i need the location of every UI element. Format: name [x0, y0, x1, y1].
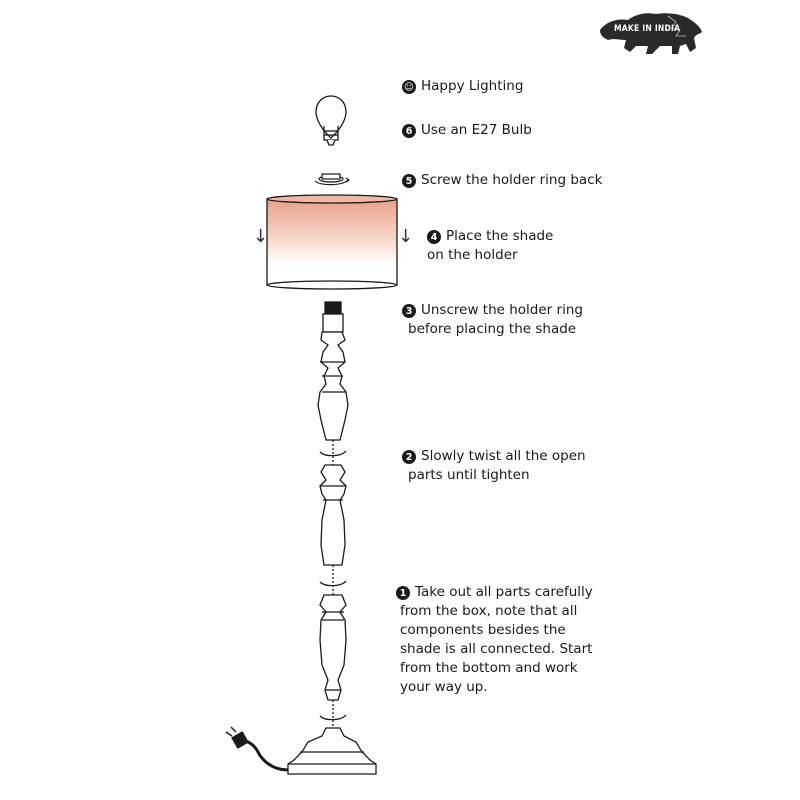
holder-ring-icon [315, 174, 349, 185]
step-6 [402, 121, 532, 140]
step-happy-lighting [402, 77, 523, 96]
step-number-badge: 1 [396, 586, 410, 600]
down-arrow-left: ↓ [253, 226, 269, 247]
step-text: from the bottom and work [400, 660, 578, 676]
step-text: shade is all connected. Start [400, 641, 593, 657]
step-text: on the holder [427, 247, 518, 263]
step-2 [402, 447, 586, 485]
step-number-badge: 4 [427, 230, 441, 244]
step-number-badge: 3 [402, 304, 416, 318]
step-text: components besides the [400, 622, 566, 638]
step-text: Screw the holder ring back [421, 172, 603, 188]
step-3 [402, 301, 583, 339]
step-text: before placing the shade [408, 321, 577, 337]
step-1 [396, 583, 593, 697]
step-5 [402, 171, 602, 190]
step-text: parts until tighten [408, 467, 530, 483]
step-number-badge: 2 [402, 450, 416, 464]
lamp-shade [267, 195, 397, 289]
step-text: your way up. [400, 679, 488, 695]
step-text: from the box, note that all [400, 603, 578, 619]
step-text: Unscrew the holder ring [421, 302, 583, 318]
step-number-badge: 6 [402, 124, 416, 138]
bulb-icon [316, 96, 346, 145]
step-text: Take out all parts carefully [415, 584, 593, 600]
step-number-badge: 5 [402, 174, 416, 188]
smiley-icon: ☺ [402, 80, 416, 94]
down-arrow-right: ↓ [398, 226, 414, 247]
lamp-stand [288, 302, 376, 774]
step-4 [427, 227, 553, 265]
power-cord [226, 727, 288, 770]
step-text: Happy Lighting [421, 78, 524, 94]
step-text: Slowly twist all the open [421, 448, 586, 464]
step-text: Use an E27 Bulb [421, 122, 532, 138]
step-text: Place the shade [446, 228, 554, 244]
logo-text: MAKE IN INDIA [614, 24, 681, 34]
